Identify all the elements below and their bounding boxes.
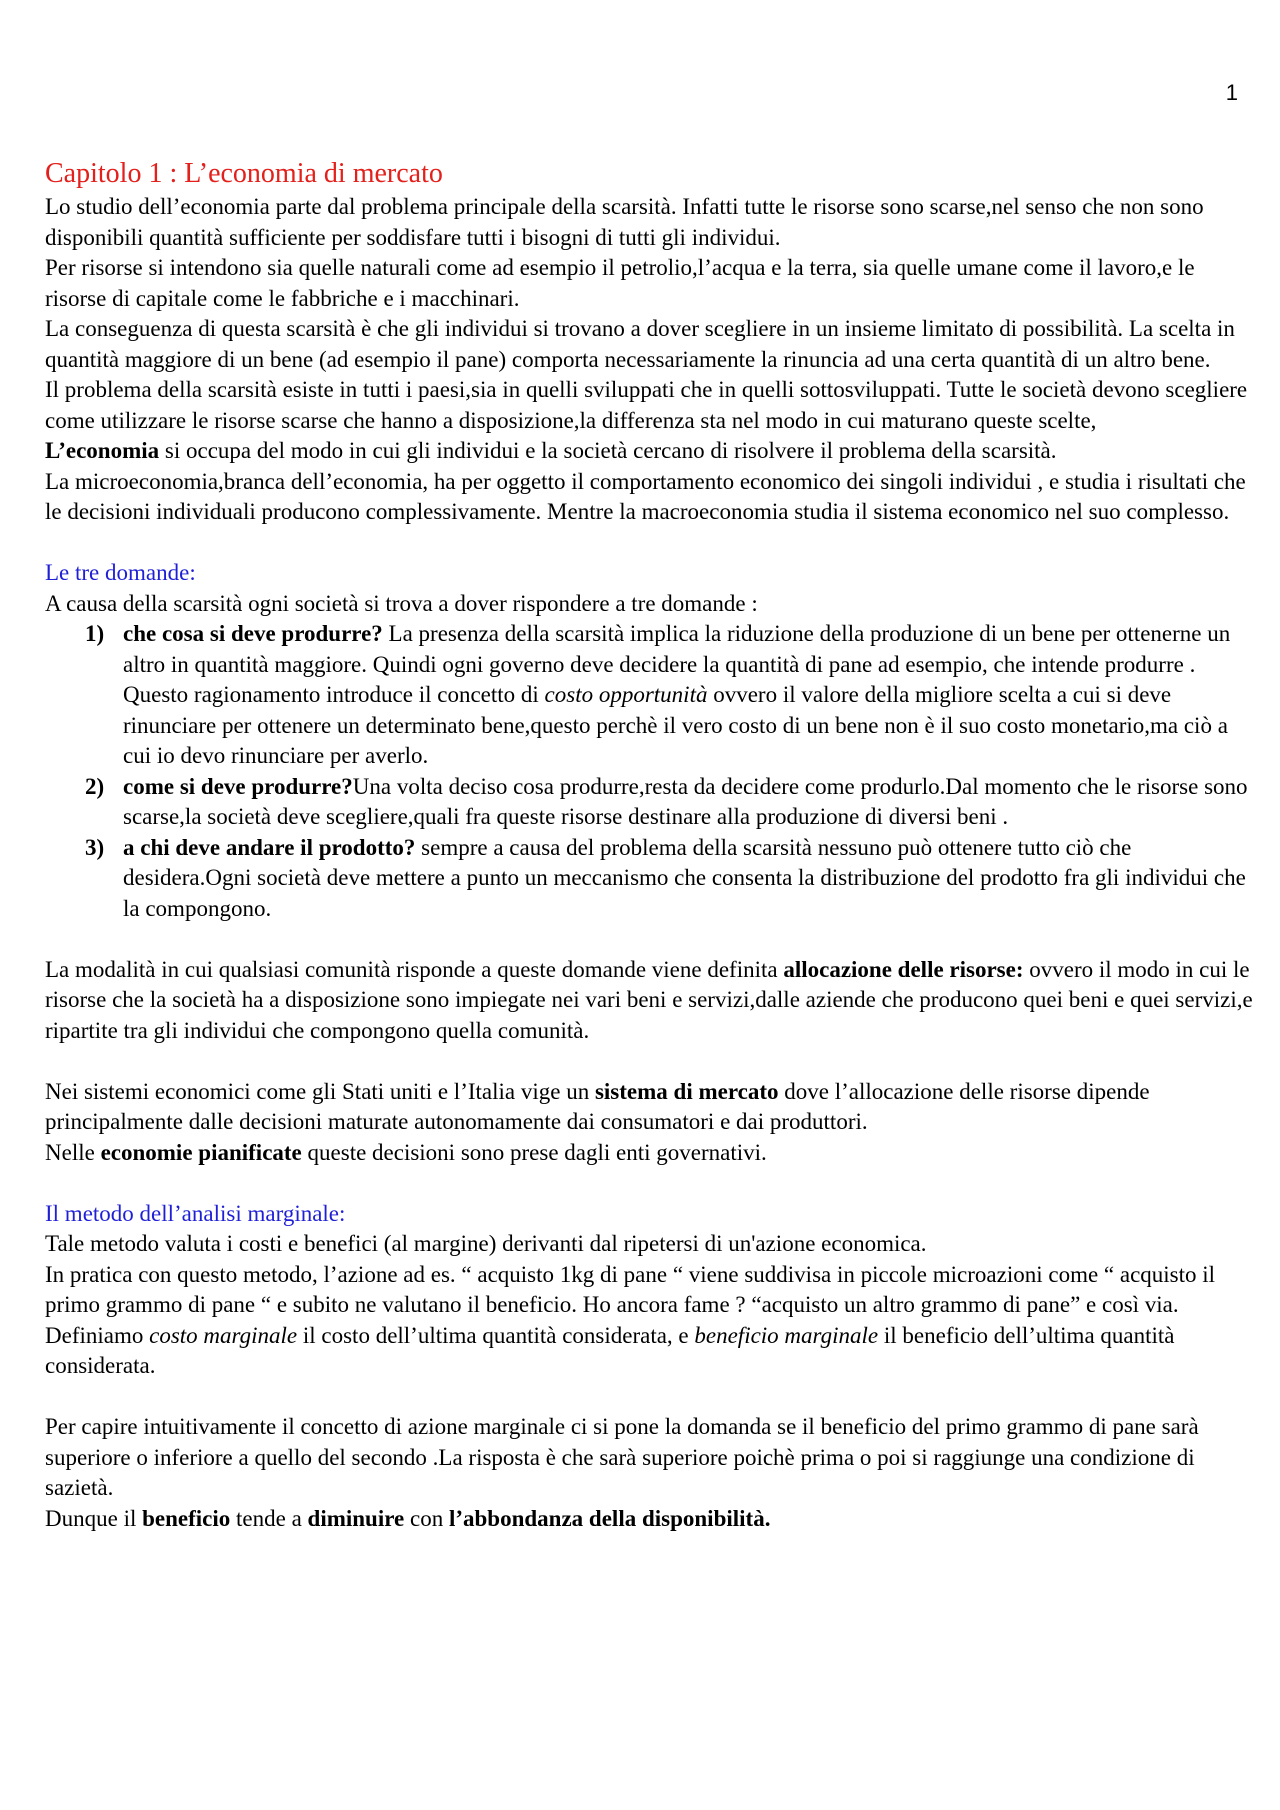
question-bold: che cosa si deve produrre? — [123, 621, 383, 646]
allocation-bold-term: allocazione delle risorse: — [783, 956, 1024, 982]
intro-paragraph-6: La microeconomia,branca dell’economia, ha per oggetto il comportamento economico dei singoli individui , e studia i risultati che le decisioni individuali producono complessivamente. Mentre la macroeconomia studia il sistema economico nel suo complesso. — [45, 468, 1246, 524]
intro-paragraph-5-text: si occupa del modo in cui gli individui e la società cercano di risolvere il problema della scarsità. — [159, 438, 1057, 463]
question-text: La presenza della scarsità implica la riduzione della produzione di un bene per ottenerne un altro in quantità maggiore. Quindi ogni governo deve decidere la quantità di pane ad esempio, che intende produrre . Questo ragionamento introduce il concetto di — [123, 621, 1231, 707]
abbondanza-bold-term: l’abbondanza della disponibilità. — [448, 1505, 771, 1531]
economia-bold-term: L’economia — [45, 438, 160, 463]
intro-paragraph-5 — [45, 436, 1255, 467]
beneficio-bold-term: beneficio — [142, 1505, 231, 1531]
list-item — [45, 772, 1255, 833]
question-text-continued: ovvero il valore della migliore scelta a cui si deve rinunciare per ottenere un determinato bene,questo perchè il vero costo di un bene non è il suo costo monetario,ma ciò a cui io devo rinunciare per averlo. — [123, 682, 1228, 768]
questions-list — [45, 619, 1255, 924]
list-item — [45, 619, 1255, 772]
marginal-paragraph-5 — [45, 1504, 1255, 1535]
marginal-text-mid: il costo dell’ultima quantità considerata, e — [297, 1322, 695, 1348]
planned-economy-text: Nelle — [45, 1139, 101, 1165]
allocation-paragraph — [45, 955, 1255, 1047]
marginal-paragraph-1: Tale metodo valuta i costi e benefici (al margine) derivanti dal ripetersi di un'azione economica. — [45, 1231, 927, 1256]
list-item-number: 2) — [85, 773, 105, 799]
costo-opportunita-term: costo opportunità — [544, 682, 708, 707]
list-item-number: 3) — [85, 834, 105, 860]
planned-economy-text-continued: queste decisioni sono prese dagli enti governativi. — [301, 1139, 767, 1165]
intro-paragraph-1: Lo studio dell’economia parte dal problema principale della scarsità. Infatti tutte le risorse sono scarse,nel senso che non sono disponibili quantità sufficiente per soddisfare tutti i bisogni di tutti gli individui. — [45, 194, 1204, 250]
allocation-text-continued: ovvero il modo in cui le risorse che la società ha a disposizione sono impiegate nei vari beni e servizi,dalle aziende che producono quei beni e quei servizi,e ripartite tra gli individui che compongono quella comunità. — [45, 956, 1253, 1043]
marginal-paragraph-4: Per capire intuitivamente il concetto di azione marginale ci si pone la domanda se il beneficio del primo grammo di pane sarà superiore o inferiore a quello del secondo .La risposta è che sarà superiore poichè prima o poi si raggiunge una condizione di sazietà. — [45, 1414, 1199, 1500]
intro-paragraph-4: Il problema della scarsità esiste in tutti i paesi,sia in quelli sviluppati che in quelli sottosviluppati. Tutte le società devono scegliere come utilizzare le risorse scarse che hanno a disposizione,la differenza sta nel modo in cui maturano queste scelte, — [45, 377, 1248, 433]
spacer — [45, 924, 1255, 955]
spacer — [45, 1168, 1255, 1199]
question-text: sempre a causa del problema della scarsità nessuno può ottenere tutto ciò che desidera.Ogni società deve mettere a punto un meccanismo che consenta la distribuzione del prodotto fra gli individui che la compongono. — [123, 834, 1246, 921]
marginal-text: Definiamo — [45, 1322, 150, 1348]
allocation-text: La modalità in cui qualsiasi comunità risponde a queste domande viene definita — [45, 956, 784, 982]
costo-marginale-term: costo marginale — [149, 1322, 298, 1348]
questions-lead: A causa della scarsità ogni società si trova a dover rispondere a tre domande : — [45, 590, 758, 616]
planned-economy-paragraph — [45, 1138, 1255, 1169]
question-bold: a chi deve andare il prodotto? — [123, 834, 416, 860]
conclusion-text: Dunque il — [45, 1505, 143, 1531]
conclusion-text-mid: tende a — [230, 1505, 308, 1531]
market-system-text: Nei sistemi economici come gli Stati uniti e l’Italia vige un — [45, 1078, 595, 1104]
conclusion-text-mid-2: con — [404, 1505, 449, 1531]
beneficio-marginale-term: beneficio marginale — [694, 1322, 879, 1348]
section-title-tre-domande: Le tre domande: — [45, 560, 196, 585]
intro-paragraph-3: La conseguenza di questa scarsità è che gli individui si trovano a dover scegliere in un insieme limitato di possibilità. La scelta in quantità maggiore di un bene (ad esempio il pane) comporta necessariamente la rinuncia ad una certa quantità di un altro bene. — [45, 316, 1235, 372]
list-item-number: 1) — [85, 621, 105, 646]
question-text: Una volta deciso cosa produrre,resta da decidere come produrlo.Dal momento che le risorse sono scarse,la società deve scegliere,quali fra queste risorse destinare alla produzione di diversi beni . — [123, 773, 1248, 829]
planned-economy-bold-term: economie pianificate — [100, 1139, 302, 1165]
section-title-analisi-marginale: Il metodo dell’analisi marginale: — [45, 1200, 346, 1226]
page-number: 1 — [1225, 80, 1238, 105]
intro-paragraph-2: Per risorse si intendono sia quelle naturali come ad esempio il petrolio,l’acqua e la terra, sia quelle umane come il lavoro,e le risorse di capitale come le fabbriche e i macchinari. — [45, 255, 1195, 311]
spacer — [45, 1382, 1255, 1413]
market-system-text-continued: dove l’allocazione delle risorse dipende principalmente dalle decisioni maturate autonomamente dai consumatori e dai produttori. — [45, 1078, 1150, 1134]
marginal-paragraph-3 — [45, 1321, 1255, 1382]
spacer — [45, 528, 1255, 559]
page-content — [45, 156, 1255, 1534]
spacer — [45, 1046, 1255, 1077]
question-bold: come si deve produrre? — [123, 773, 353, 799]
diminuire-bold-term: diminuire — [307, 1505, 405, 1531]
marginal-text-end: il beneficio dell’ultima quantità considerata. — [45, 1322, 1175, 1378]
marginal-paragraph-2: In pratica con questo metodo, l’azione ad es. “ acquisto 1kg di pane “ viene suddivisa in piccole microazioni come “ acquisto il primo grammo di pane “ e subito ne valutano il beneficio. Ho ancora fame ? “acquisto un altro grammo di pane” e così via. — [45, 1261, 1216, 1317]
chapter-title: Capitolo 1 : L’economia di mercato — [45, 158, 443, 189]
list-item — [45, 833, 1255, 925]
market-system-paragraph — [45, 1077, 1255, 1138]
market-system-bold-term: sistema di mercato — [594, 1078, 779, 1104]
